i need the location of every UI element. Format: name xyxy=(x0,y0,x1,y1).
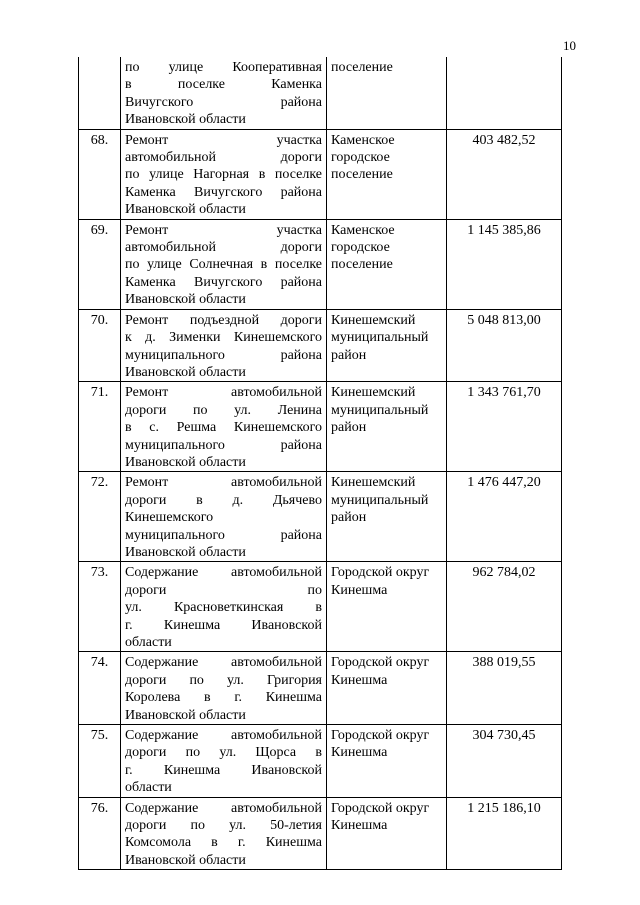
municipality-line: район xyxy=(331,420,367,436)
description-line: Ивановской области xyxy=(125,364,246,380)
work-description xyxy=(121,562,327,652)
municipality xyxy=(327,129,447,219)
work-description xyxy=(121,725,327,798)
table-row xyxy=(79,129,562,219)
work-description xyxy=(121,309,327,382)
municipality-line: Городской округ xyxy=(331,728,430,744)
municipality xyxy=(327,219,447,309)
row-number: 75. xyxy=(79,725,121,798)
description-line: Ивановской области xyxy=(125,202,246,218)
work-description xyxy=(121,129,327,219)
description-line: по улице Нагорная в поселке xyxy=(125,167,322,183)
description-line: г. Кинешма Ивановской xyxy=(125,617,322,633)
municipality-line: Каменское xyxy=(331,132,395,148)
row-number: 74. xyxy=(79,652,121,725)
row-number: 69. xyxy=(79,219,121,309)
description-line: Каменка Вичугского района xyxy=(125,184,322,200)
municipality xyxy=(327,472,447,562)
amount: 1 343 761,70 xyxy=(447,382,562,472)
table-row xyxy=(79,309,562,382)
table-row xyxy=(79,382,562,472)
amount xyxy=(447,57,562,129)
description-line: дороги по ул. Щорса в xyxy=(125,745,322,761)
table-row xyxy=(79,797,562,870)
work-description xyxy=(121,57,327,129)
description-line: Содержание автомобильной xyxy=(125,565,322,581)
description-line: Ивановской области xyxy=(125,454,246,470)
row-number: 76. xyxy=(79,797,121,870)
description-line: муниципального района xyxy=(125,437,322,453)
description-line: дороги по ул. Ленина xyxy=(125,402,322,418)
amount: 388 019,55 xyxy=(447,652,562,725)
description-line: Содержание автомобильной xyxy=(125,728,322,744)
description-line: автомобильной дороги xyxy=(125,240,322,256)
municipality-line: городское xyxy=(331,240,390,256)
work-description xyxy=(121,797,327,870)
table-row xyxy=(79,472,562,562)
row-number xyxy=(79,57,121,129)
municipality xyxy=(327,797,447,870)
work-description xyxy=(121,472,327,562)
municipality-line: поселение xyxy=(331,60,393,75)
description-line: ул. Красноветкинская в xyxy=(125,600,322,616)
table-body xyxy=(79,57,562,870)
description-line: Королева в г. Кинешма xyxy=(125,690,322,706)
municipality-line: муниципальный xyxy=(331,330,429,346)
municipality xyxy=(327,725,447,798)
description-line: Ремонт участка xyxy=(125,222,322,238)
municipality-line: Кинешемский xyxy=(331,312,416,328)
work-description xyxy=(121,652,327,725)
municipality-line: Кинешемский xyxy=(331,475,416,491)
description-line: Комсомола в г. Кинешма xyxy=(125,835,322,851)
row-number: 71. xyxy=(79,382,121,472)
description-line: муниципального района xyxy=(125,347,322,363)
description-line: Содержание автомобильной xyxy=(125,800,322,816)
municipality-line: поселение xyxy=(331,167,393,183)
objects-table xyxy=(78,57,562,870)
page-number: 10 xyxy=(563,38,576,53)
municipality-line: муниципальный xyxy=(331,492,429,508)
row-number: 73. xyxy=(79,562,121,652)
description-line: Ивановской области xyxy=(125,292,246,308)
description-line: муниципального района xyxy=(125,527,322,543)
municipality-line: городское xyxy=(331,150,390,166)
description-line: дороги по xyxy=(125,582,322,598)
table-row xyxy=(79,219,562,309)
description-line: Ивановской области xyxy=(125,544,246,560)
municipality-line: поселение xyxy=(331,257,393,273)
description-line: Каменка Вичугского района xyxy=(125,274,322,290)
description-line: области xyxy=(125,780,172,796)
table-row xyxy=(79,562,562,652)
row-number: 68. xyxy=(79,129,121,219)
description-line: автомобильной дороги xyxy=(125,150,322,166)
amount: 1 145 385,86 xyxy=(447,219,562,309)
municipality-line: Городской округ xyxy=(331,565,430,581)
amount: 304 730,45 xyxy=(447,725,562,798)
description-line: Ремонт автомобильной xyxy=(125,385,322,401)
description-line: Содержание автомобильной xyxy=(125,655,322,671)
municipality-line: Кинешма xyxy=(331,745,388,761)
municipality-line: Кинешемский xyxy=(331,385,416,401)
description-line: по улице Кооперативная xyxy=(125,60,322,75)
description-line: в с. Решма Кинешемского xyxy=(125,420,322,436)
description-line: Кинешемского xyxy=(125,510,214,526)
municipality-line: район xyxy=(331,510,367,526)
row-number: 72. xyxy=(79,472,121,562)
description-line: Вичугского района xyxy=(125,94,322,110)
description-line: дороги по ул. 50-летия xyxy=(125,818,322,834)
municipality xyxy=(327,562,447,652)
municipality-line: Городской округ xyxy=(331,655,430,671)
work-description xyxy=(121,219,327,309)
work-description xyxy=(121,382,327,472)
description-line: Ремонт участка xyxy=(125,132,322,148)
municipality-line: Городской округ xyxy=(331,800,430,816)
municipality-line: Кинешма xyxy=(331,582,388,598)
municipality-line: Кинешма xyxy=(331,818,388,834)
description-line: области xyxy=(125,635,172,650)
amount: 5 048 813,00 xyxy=(447,309,562,382)
municipality xyxy=(327,382,447,472)
description-line: Ивановской области xyxy=(125,852,246,868)
description-line: Ремонт автомобильной xyxy=(125,475,322,491)
table-row xyxy=(79,652,562,725)
amount: 1 215 186,10 xyxy=(447,797,562,870)
description-line: Ивановской области xyxy=(125,707,246,723)
amount: 403 482,52 xyxy=(447,129,562,219)
description-line: в поселке Каменка xyxy=(125,77,322,93)
description-line: г. Кинешма Ивановской xyxy=(125,762,322,778)
municipality xyxy=(327,652,447,725)
municipality-line: Кинешма xyxy=(331,672,388,688)
description-line: Ремонт подъездной дороги xyxy=(125,312,322,328)
row-number: 70. xyxy=(79,309,121,382)
municipality xyxy=(327,309,447,382)
description-line: к д. Зименки Кинешемского xyxy=(125,330,322,346)
table-row xyxy=(79,725,562,798)
description-line: Ивановской области xyxy=(125,112,246,128)
amount: 1 476 447,20 xyxy=(447,472,562,562)
table-row xyxy=(79,57,562,129)
municipality-line: район xyxy=(331,347,367,363)
description-line: по улице Солнечная в поселке xyxy=(125,257,322,273)
description-line: дороги по ул. Григория xyxy=(125,672,322,688)
amount: 962 784,02 xyxy=(447,562,562,652)
municipality-line: Каменское xyxy=(331,222,395,238)
municipality xyxy=(327,57,447,129)
municipality-line: муниципальный xyxy=(331,402,429,418)
description-line: дороги в д. Дьячево xyxy=(125,492,322,508)
